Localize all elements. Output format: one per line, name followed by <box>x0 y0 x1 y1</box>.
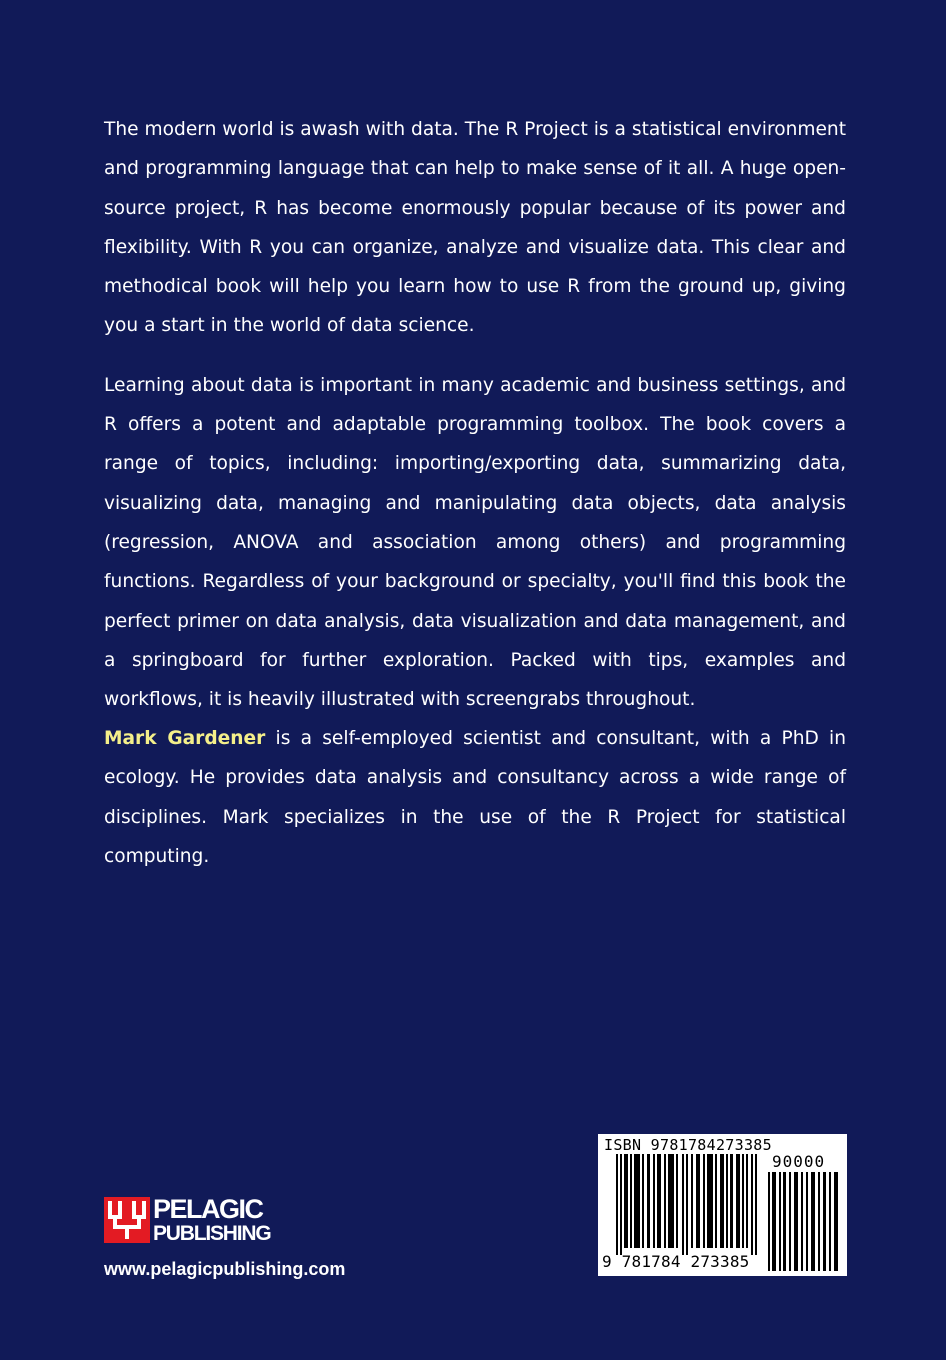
description-paragraph-1: The modern world is awash with data. The R Project is a statistical environment and programming language that can help to make sense of it all. A huge open-source project, R has become enormously popular because of its power and flexibility. With R you can organize, analyze and visualize data. This clear and methodical book will help you learn how to use R from the ground up, giving you a start in the world of data science. <box>104 119 846 337</box>
author-name: Mark Gardener <box>104 728 266 749</box>
logo-word-publishing: PUBLISHING <box>153 1222 271 1245</box>
ean13-barcode-bars <box>616 1154 758 1255</box>
barcode-addon-number: 90000 <box>772 1152 826 1171</box>
addon-barcode-bars <box>768 1172 840 1271</box>
author-bio <box>104 719 846 876</box>
pelagic-logo-icon <box>104 1197 150 1243</box>
logo-word-pelagic: PELAGIC <box>153 1194 263 1224</box>
publisher-website[interactable]: www.pelagicpublishing.com <box>104 1259 346 1279</box>
isbn-label: ISBN 9781784273385 <box>604 1136 772 1154</box>
description-paragraph-2: Learning about data is important in many academic and business settings, and R offers a potent and adaptable programming toolbox. The book covers a range of topics, including: importing/exporting data, summarizing data, visualizing data, managing and manipulating data objects, data analysis (regression, ANOVA and association among others) and programming functions. Regardless of your background or specialty, you'll find this book the perfect primer on data analysis, data visualization and data management, and a springboard for further exploration. Packed with tips, examples and workflows, it is heavily illustrated with screengrabs throughout. <box>104 374 846 711</box>
book-description <box>104 110 846 739</box>
author-bio-text: is a self-employed scientist and consultant, with a PhD in ecology. He provides data analysis and consultancy across a wide range of disciplines. Mark specializes in the use of the R Project for statistical computing. <box>104 728 846 867</box>
isbn-barcode <box>598 1134 847 1276</box>
ean13-digits: 9 781784 273385 <box>602 1252 750 1271</box>
publisher-logo <box>104 1196 271 1244</box>
